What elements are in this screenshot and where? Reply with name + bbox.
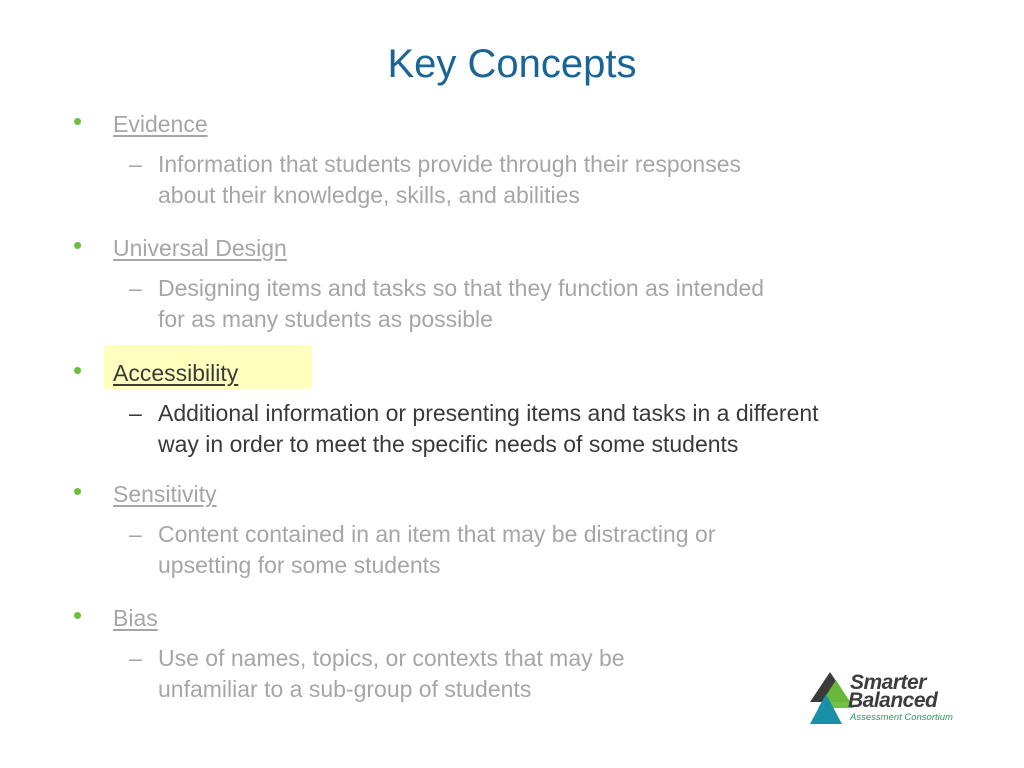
description-line: Use of names, topics, or contexts that may be bbox=[158, 645, 625, 671]
description-line: about their knowledge, skills, and abilities bbox=[158, 182, 580, 208]
smarter-balanced-logo bbox=[810, 672, 980, 728]
concept-term-link[interactable]: Universal Design bbox=[113, 235, 287, 261]
description-line: upsetting for some students bbox=[158, 552, 441, 578]
concept-description bbox=[158, 519, 948, 581]
description-line: unfamiliar to a sub-group of students bbox=[158, 676, 532, 702]
concept-term-link[interactable]: Accessibility bbox=[113, 360, 239, 386]
concept-term-link[interactable]: Bias bbox=[113, 605, 158, 631]
dash-marker: – bbox=[129, 275, 142, 301]
description-line: Designing items and tasks so that they function as intended bbox=[158, 275, 765, 301]
dash-marker: – bbox=[129, 521, 142, 547]
dash-marker: – bbox=[129, 400, 142, 426]
concept-term-link[interactable]: Sensitivity bbox=[113, 481, 217, 507]
bullet-icon: • bbox=[73, 106, 83, 136]
description-line: way in order to meet the specific needs of some students bbox=[158, 431, 739, 457]
concept-description bbox=[158, 273, 948, 335]
bullet-icon: • bbox=[73, 230, 83, 260]
description-line: Additional information or presenting items and tasks in a different bbox=[158, 400, 819, 426]
bullet-icon: • bbox=[73, 476, 83, 506]
logo-wordmark-line1: Smarter bbox=[850, 671, 926, 694]
dash-marker: – bbox=[129, 645, 142, 671]
description-line: Information that students provide through their responses bbox=[158, 151, 742, 177]
concept-term-link[interactable]: Evidence bbox=[113, 111, 208, 137]
bullet-icon: • bbox=[73, 355, 83, 385]
description-line: Content contained in an item that may be distracting or bbox=[158, 521, 716, 547]
dash-marker: – bbox=[129, 151, 142, 177]
description-line: for as many students as possible bbox=[158, 306, 493, 332]
concept-description bbox=[158, 398, 948, 460]
bullet-icon: • bbox=[73, 600, 83, 630]
logo-tagline: Assessment Consortium bbox=[850, 712, 953, 723]
slide-title: Key Concepts bbox=[387, 42, 637, 86]
concept-description bbox=[158, 149, 948, 211]
logo-wordmark-line2: Balanced bbox=[848, 689, 938, 712]
